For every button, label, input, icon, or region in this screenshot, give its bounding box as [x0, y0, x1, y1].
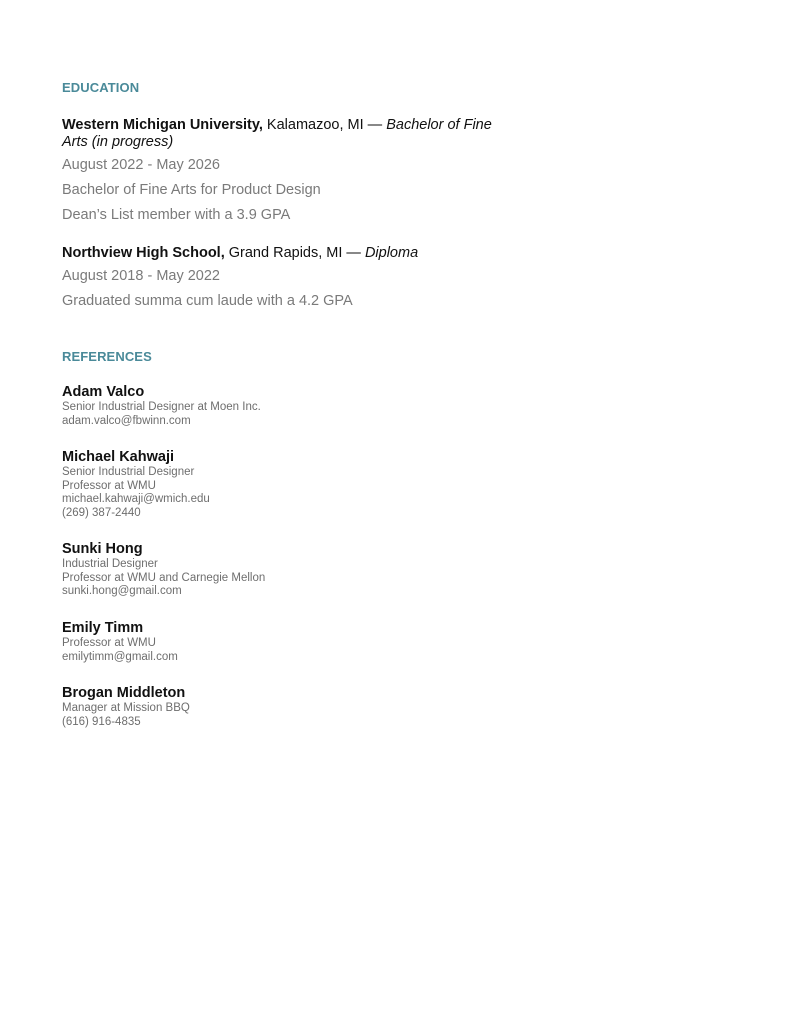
education-entry-northview [62, 245, 492, 262]
reference-name: Emily Timm [62, 620, 144, 636]
reference-detail: Manager at Mission BBQ [62, 702, 190, 714]
reference-email: emilytimm@gmail.com [62, 650, 178, 663]
education-detail [62, 207, 492, 224]
education-honor: Graduated summa cum laude with a 4.2 GPA [62, 293, 353, 309]
school-location: Kalamazoo, MI — [262, 117, 387, 133]
education-detail [62, 268, 492, 285]
reference-detail: Industrial Designer [62, 558, 158, 570]
school-location: Grand Rapids, MI — [224, 245, 365, 261]
reference-entry [62, 685, 492, 729]
reference-detail: Professor at WMU [62, 637, 156, 649]
references-section [62, 349, 492, 364]
education-honor: Dean’s List member with a 3.9 GPA [62, 207, 291, 223]
reference-name: Adam Valco [62, 384, 145, 400]
education-section [62, 80, 492, 95]
reference-detail: Professor at WMU and Carnegie Mellon [62, 571, 266, 584]
education-detail [62, 182, 492, 199]
reference-detail: Senior Industrial Designer at Moen Inc. [62, 401, 261, 413]
education-entry-heading [62, 117, 492, 151]
education-dates: August 2018 - May 2022 [62, 268, 220, 284]
education-entry-wmu [62, 117, 492, 151]
reference-entry [62, 449, 492, 520]
education-detail [62, 293, 492, 310]
reference-entry [62, 541, 492, 599]
education-entry-heading [62, 245, 492, 262]
reference-name: Michael Kahwaji [62, 449, 175, 465]
education-program: Bachelor of Fine Arts for Product Design [62, 182, 321, 198]
section-title-education: EDUCATION [62, 80, 140, 95]
reference-phone: (616) 916-4835 [62, 715, 141, 728]
section-title-references: REFERENCES [62, 349, 152, 364]
school-name: Western Michigan University, [62, 117, 263, 133]
reference-email: michael.kahwaji@wmich.edu [62, 493, 210, 506]
reference-name: Brogan Middleton [62, 685, 186, 701]
degree-name: Bachelor of Fine [386, 117, 492, 133]
reference-entry [62, 384, 492, 428]
degree-name-continued: Arts (in progress) [62, 134, 174, 150]
reference-name: Sunki Hong [62, 541, 143, 557]
education-dates: August 2022 - May 2026 [62, 157, 220, 173]
school-name: Northview High School, [62, 245, 225, 261]
reference-email: adam.valco@fbwinn.com [62, 414, 191, 427]
reference-entry [62, 620, 492, 664]
reference-phone: (269) 387-2440 [62, 506, 141, 519]
reference-detail: Professor at WMU [62, 479, 156, 492]
degree-name: Diploma [364, 245, 419, 261]
reference-email: sunki.hong@gmail.com [62, 585, 182, 598]
reference-detail: Senior Industrial Designer [62, 466, 195, 478]
education-detail [62, 157, 492, 174]
